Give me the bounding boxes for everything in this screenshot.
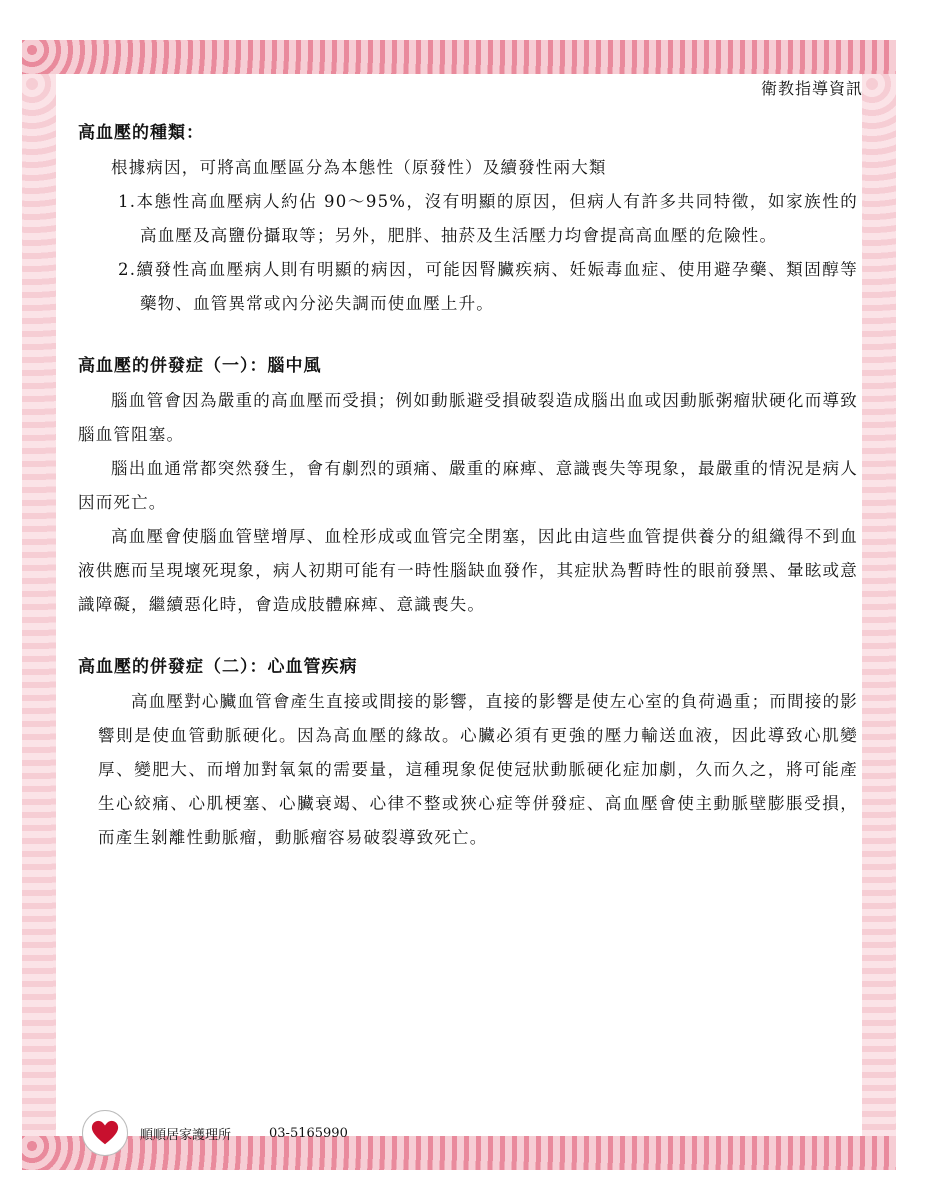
section-title: 高血壓的併發症（二）：心血管疾病 (78, 657, 358, 677)
footer (82, 1110, 348, 1156)
paragraph: 腦血管會因為嚴重的高血壓而受損；例如動脈避受損破裂造成腦出血或因動脈粥瘤狀硬化而導致腦血管阻塞。 (78, 391, 858, 444)
paragraph: 高血壓會使腦血管壁增厚、血栓形成或血管完全閉塞，因此由這些血管提供養分的組織得不到血液供應而呈現壞死現象，病人初期可能有一時性腦缺血發作，其症狀為暫時性的眼前發黑、暈眩或意識障礙，繼續惡化時，會造成肢體麻痺、意識喪失。 (78, 527, 858, 614)
section-title: 高血壓的種類： (78, 123, 204, 143)
section-lead: 根據病因，可將高血壓區分為本態性（原發性）及續發性兩大類 (111, 158, 607, 177)
section-cardiovascular (78, 652, 858, 855)
paragraph: 腦出血通常都突然發生，會有劇烈的頭痛、嚴重的麻痺、意識喪失等現象，最嚴重的情況是病人因而死亡。 (78, 459, 858, 512)
header-tag: 衛教指導資訊 (760, 79, 863, 98)
heart-logo-icon (82, 1110, 128, 1156)
section-stroke (78, 351, 858, 622)
floral-border-left (22, 74, 56, 1136)
floral-border-right (862, 74, 896, 1136)
main-content (78, 118, 858, 885)
floral-border-top (22, 40, 896, 74)
section-types (78, 118, 858, 321)
list-item: 2.續發性高血壓病人則有明顯的病因，可能因腎臟疾病、妊娠毒血症、使用避孕藥、類固醇等藥物、血管異常或內分泌失調而使血壓上升。 (118, 260, 858, 313)
footer-org: 順順居家護理所 (140, 1127, 232, 1143)
list-item: 1.本態性高血壓病人約佔 90～95%，沒有明顯的原因，但病人有許多共同特徵，如家族性的高血壓及高鹽份攝取等；另外，肥胖、抽菸及生活壓力均會提高高血壓的危險性。 (118, 192, 858, 245)
footer-phone: 03-5165990 (269, 1125, 348, 1141)
paragraph: 高血壓對心臟血管會產生直接或間接的影響，直接的影響是使左心室的負荷過重；而間接的影響則是使血管動脈硬化。因為高血壓的緣故。心臟必須有更強的壓力輸送血液，因此導致心肌變厚、變肥大、而增加對氧氣的需要量，這種現象促使冠狀動脈硬化症加劇，久而久之，將可能產生心絞痛、心肌梗塞、心臟衰竭、心律不整或狹心症等併發症、高血壓會使主動脈壁膨脹受損，而產生剝離性動脈瘤，動脈瘤容易破裂導致死亡。 (98, 692, 858, 847)
section-title: 高血壓的併發症（一）：腦中風 (78, 356, 322, 376)
